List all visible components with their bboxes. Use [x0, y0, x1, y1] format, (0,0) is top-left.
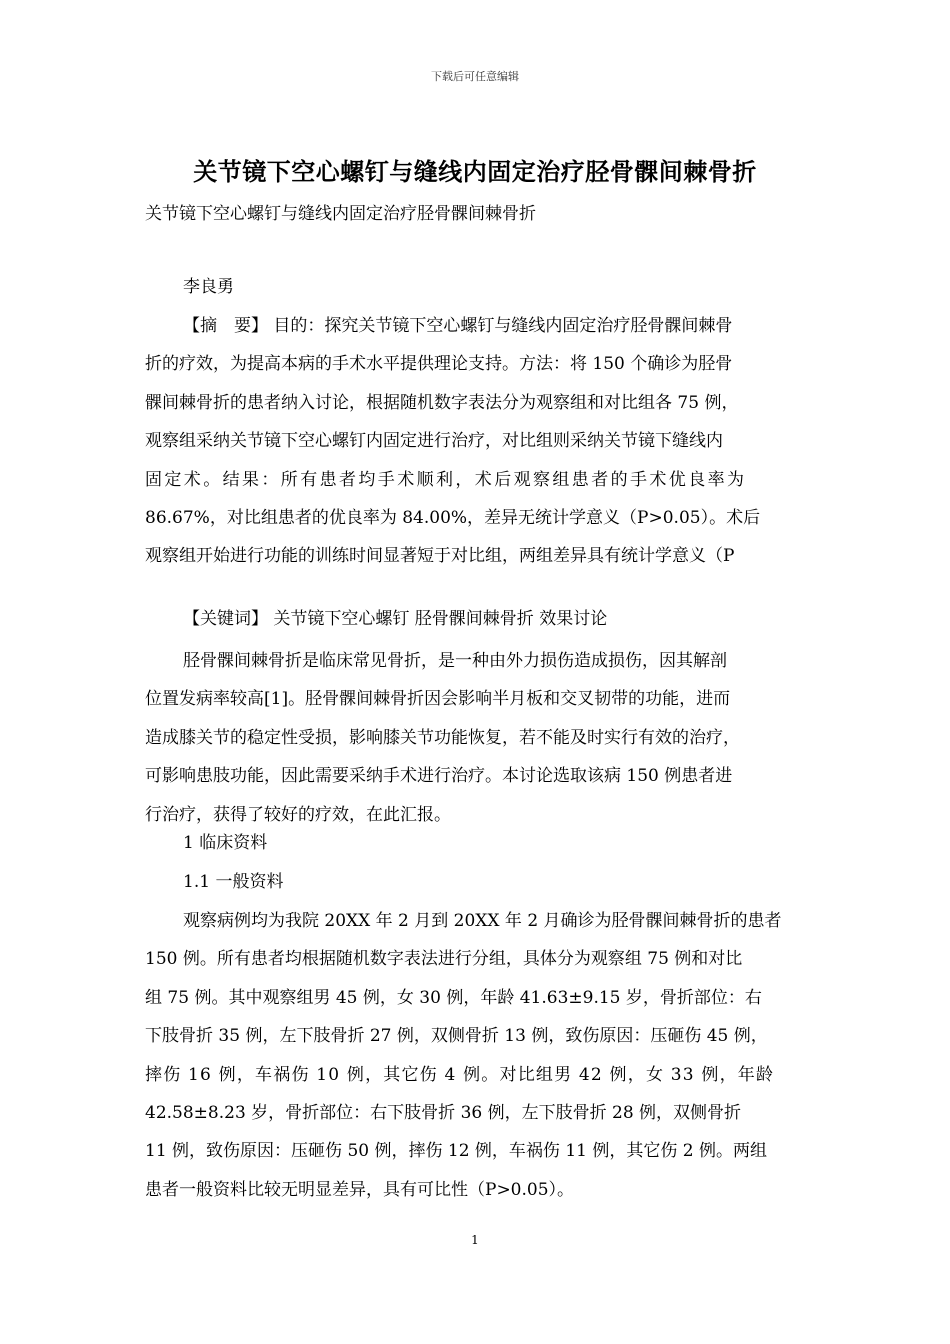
- header-note: 下载后可任意编辑: [431, 70, 519, 83]
- clinical-line: 观察病例均为我院 20XX 年 2 月到 20XX 年 2 月确诊为胫骨髁间棘骨折的患者: [183, 911, 782, 931]
- abstract-line: 观察组开始进行功能的训练时间显著短于对比组，两组差异具有统计学意义（P: [145, 546, 735, 567]
- clinical-paragraph: [145, 902, 817, 1209]
- page-number: 1: [471, 1233, 479, 1247]
- abstract-line: 86.67%，对比组患者的优良率为 84.00%，差异无统计学意义（P>0.05）。术后: [145, 508, 761, 529]
- clinical-line: 11 例，致伤原因：压砸伤 50 例，摔伤 12 例，车祸伤 11 例，其它伤 2 例。两组: [145, 1141, 767, 1162]
- section-heading-1-1: 1.1 一般资料: [183, 872, 284, 892]
- abstract-line: 髁间棘骨折的患者纳入讨论，根据随机数字表法分为观察组和对比组各 75 例，: [145, 392, 739, 413]
- intro-line: 可影响患肢功能，因此需要采纳手术进行治疗。本讨论选取该病 150 例患者进: [145, 766, 733, 787]
- clinical-line: 42.58±8.23 岁，骨折部位：右下肢骨折 36 例，左下肢骨折 28 例，双侧骨折: [145, 1103, 742, 1124]
- keywords-text: 关节镜下空心螺钉 胫骨髁间棘骨折 效果讨论: [268, 609, 608, 629]
- clinical-line: 150 例。所有患者均根据随机数字表法进行分组，具体分为观察组 75 例和对比: [145, 949, 743, 970]
- abstract-line: 观察组采纳关节镜下空心螺钉内固定进行治疗，对比组则采纳关节镜下缝线内: [145, 431, 723, 452]
- intro-line: 位置发病率较高[1]。胫骨髁间棘骨折因会影响半月板和交叉韧带的功能，进而: [145, 689, 731, 710]
- keywords-label: 【关键词】: [183, 609, 268, 629]
- keywords-paragraph: [145, 600, 817, 638]
- abstract-line: 折的疗效，为提高本病的手术水平提供理论支持。方法：将 150 个确诊为胫骨: [145, 354, 733, 375]
- document-subtitle: 关节镜下空心螺钉与缝线内固定治疗胫骨髁间棘骨折: [145, 204, 536, 224]
- document-title: 关节镜下空心螺钉与缝线内固定治疗胫骨髁间棘骨折: [193, 157, 757, 186]
- section-heading-1: 1 临床资料: [183, 833, 268, 853]
- intro-paragraph: [145, 642, 817, 834]
- intro-line: 行治疗，获得了较好的疗效，在此汇报。: [145, 804, 451, 825]
- abstract-line: 固定术。结果：所有患者均手术顺利，术后观察组患者的手术优良率为: [145, 469, 747, 490]
- intro-line: 胫骨髁间棘骨折是临床常见骨折，是一种由外力损伤造成损伤，因其解剖: [183, 651, 727, 671]
- abstract-line-text: 目的：探究关节镜下空心螺钉与缝线内固定治疗胫骨髁间棘骨: [268, 316, 733, 336]
- clinical-line: 下肢骨折 35 例，左下肢骨折 27 例，双侧骨折 13 例，致伤原因：压砸伤 45 例，: [145, 1026, 768, 1047]
- abstract-line: [145, 307, 817, 345]
- clinical-line: 组 75 例。其中观察组男 45 例，女 30 例，年龄 41.63±9.15 岁，骨折部位：右: [145, 987, 762, 1008]
- clinical-line: 患者一般资料比较无明显差异，具有可比性（P>0.05）。: [145, 1179, 575, 1200]
- abstract-label: 【摘 要】: [183, 316, 268, 336]
- author-name: 李良勇: [183, 277, 234, 297]
- abstract-paragraph: [145, 307, 817, 576]
- clinical-line: 摔伤 16 例，车祸伤 10 例，其它伤 4 例。对比组男 42 例，女 33 例，年龄: [145, 1064, 775, 1085]
- keywords-line: [145, 600, 817, 638]
- intro-line: 造成膝关节的稳定性受损，影响膝关节功能恢复，若不能及时实行有效的治疗，: [145, 727, 740, 748]
